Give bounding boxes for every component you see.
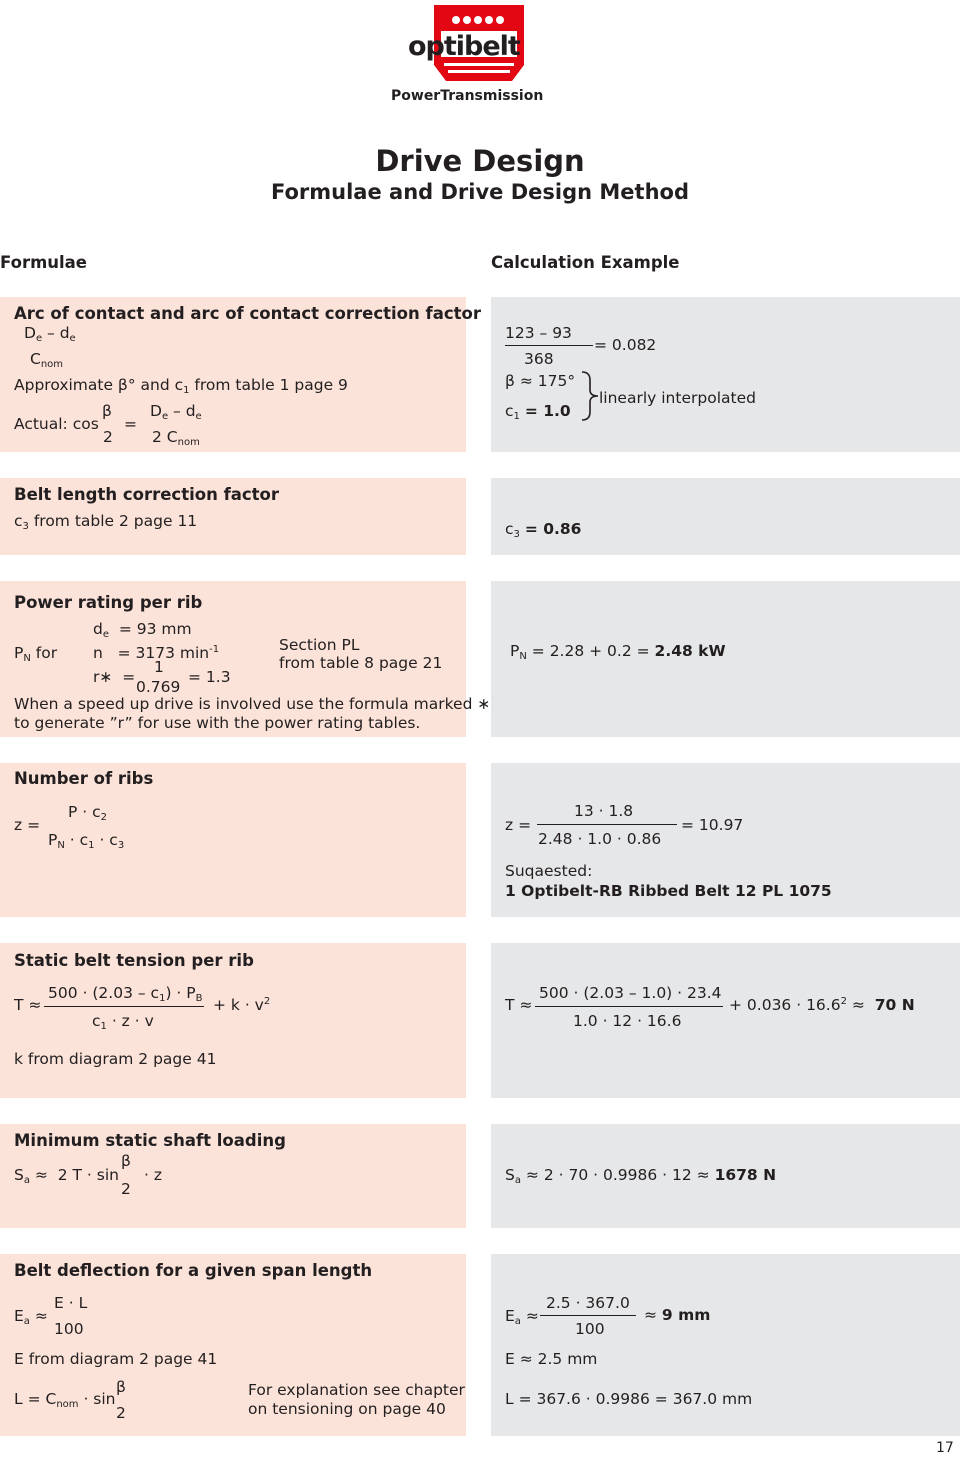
r-denominator: 0.769 <box>136 678 181 696</box>
z-calc-result: = 10.97 <box>681 816 744 834</box>
z-denominator: $P_N \cdot c_1 \cdot c_3$ <box>48 831 125 851</box>
suggested-belt: 1 Optibelt-RB Ribbed Belt 12 PL 1075 <box>505 882 832 900</box>
actual-equals: = <box>124 415 137 433</box>
t-calc-tail: + $0.036 \cdot 16.6^2 \approx 70$ N <box>729 996 915 1014</box>
z-label: z = <box>14 816 41 834</box>
ribs-heading: Number of ribs <box>14 769 154 788</box>
r-star-label: r∗ = <box>93 668 136 686</box>
ea-calc-numerator: 2.5 · 367.0 <box>546 1294 630 1312</box>
arc-calc-numerator: 123 – 93 <box>505 324 572 342</box>
c1-value: $c_1 = 1.0$ <box>505 402 571 422</box>
t-numerator: $500 \cdot (2.03 - c_1) \cdot P_B$ <box>48 984 203 1004</box>
t-calc-denominator: 1.0 · 12 · 16.6 <box>573 1012 682 1030</box>
c3-result: $c_3 = 0.86$ <box>505 520 582 540</box>
sa-beta: β <box>121 1152 131 1170</box>
actual-two: 2 <box>103 428 113 446</box>
ea-label: $E_a$ ≈ <box>14 1307 48 1327</box>
k-note: k from diagram 2 page 41 <box>14 1050 217 1068</box>
speed-up-note-2: to generate ”r” for use with the power rating tables. <box>14 714 421 732</box>
t-approx-label: T ≈ <box>14 996 42 1014</box>
t-denominator: $c_1 \cdot z \cdot v$ <box>92 1012 154 1032</box>
belt-length-heading: Belt length correction factor <box>14 485 280 504</box>
arc-calc-denominator: 368 <box>524 350 554 368</box>
t-tail: + $k \cdot v^2$ <box>213 996 271 1014</box>
page-number: 17 <box>936 1440 954 1456</box>
page-subtitle: Formulae and Drive Design Method <box>271 180 689 204</box>
beta-symbol: β <box>102 402 112 420</box>
actual-label: Actual: cos <box>14 415 99 433</box>
t-calc-numerator: 500 · (2.03 – 1.0) · 23.4 <box>539 984 722 1002</box>
z-numerator: $P \cdot c_2$ <box>68 803 108 823</box>
ea-calc-label: $E_a$ ≈ <box>505 1307 539 1327</box>
l-formula: $L = C_{nom} \cdot \sin$ <box>14 1390 116 1410</box>
tension-calc-box <box>491 943 960 1098</box>
t-calc-label: T ≈ <box>505 996 533 1014</box>
z-calc-denominator: 2.48 · 1.0 · 0.86 <box>538 830 662 848</box>
arc-contact-heading: Arc of contact and arc of contact correction factor <box>14 304 481 323</box>
l-value: L = 367.6 · 0.9986 = 367.0 mm <box>505 1390 753 1408</box>
e-value: E ≈ 2.5 mm <box>505 1350 598 1368</box>
explain-note-1: For explanation see chapter <box>248 1381 465 1399</box>
e-note: E from diagram 2 page 41 <box>14 1350 218 1368</box>
de-row: $d_e = 93$ mm <box>93 620 192 640</box>
sa-z: · z <box>144 1166 162 1184</box>
z-calc-label: z = <box>505 816 532 834</box>
r-numerator: 1 <box>154 658 164 676</box>
deflection-calc-box <box>491 1254 960 1436</box>
section-pl-text: Section PL <box>279 636 360 654</box>
speed-up-note-1: When a speed up drive is involved use the formula marked ∗ <box>14 695 491 713</box>
suggested-label: Suqaested: <box>505 862 593 880</box>
page-title: Drive Design <box>375 144 585 178</box>
sa-two: 2 <box>121 1180 131 1198</box>
c3-table-text: $c_3$ from table 2 page 11 <box>14 512 198 532</box>
logo-brand: optibelt <box>408 31 520 62</box>
deflection-heading: Belt deflection for a given span length <box>14 1261 373 1280</box>
l-two: 2 <box>116 1404 126 1422</box>
r-result: = 1.3 <box>188 668 231 686</box>
shaft-heading: Minimum static shaft loading <box>14 1131 286 1150</box>
sa-calc: $S_a \approx 2 \cdot 70 \cdot 0.9986 \cdot 12 \approx 1678$ N <box>505 1166 777 1186</box>
z-calc-numerator: 13 · 1.8 <box>574 802 634 820</box>
ea-numerator: E · L <box>54 1294 88 1312</box>
tension-heading: Static belt tension per rib <box>14 951 254 970</box>
actual-denominator: 2 $C_{nom}$ <box>152 428 200 448</box>
pn-for-label: $P_N$ for <box>14 644 58 664</box>
ea-calc-denominator: 100 <box>575 1320 605 1338</box>
column-heading-formulae: Formulae <box>0 253 87 272</box>
logo-tagline: PowerTransmission <box>391 88 544 104</box>
arc-formula-denominator: $C_{nom}$ <box>30 350 64 370</box>
belt-length-calc-box <box>491 478 960 555</box>
ea-denominator: 100 <box>54 1320 84 1338</box>
arc-calc-result: = 0.082 <box>594 336 657 354</box>
sa-formula: $S_a \approx 2$ T · sin <box>14 1166 119 1186</box>
actual-numerator: $D_e - d_e$ <box>150 402 202 422</box>
power-rating-heading: Power rating per rib <box>14 593 203 612</box>
column-heading-calculation: Calculation Example <box>491 253 680 272</box>
from-table-text: from table 8 page 21 <box>279 654 443 672</box>
l-beta: β <box>116 1378 126 1396</box>
beta-value: β ≈ 175° <box>505 372 576 390</box>
pn-result: $P_N = 2.28 + 0.2 = 2.48$ kW <box>510 642 726 662</box>
n-row: n = 3173 $\min^{-1}$ <box>93 644 220 662</box>
interp-note: linearly interpolated <box>599 389 756 407</box>
ea-calc-result: ≈ 9 mm <box>644 1306 711 1324</box>
explain-note-2: on tensioning on page 40 <box>248 1400 446 1418</box>
arc-formula-numerator: $D_e - d_e$ <box>24 324 76 344</box>
approx-text: Approximate β° and $c_1$ from table 1 page 9 <box>14 376 348 396</box>
brace-icon <box>578 370 600 422</box>
